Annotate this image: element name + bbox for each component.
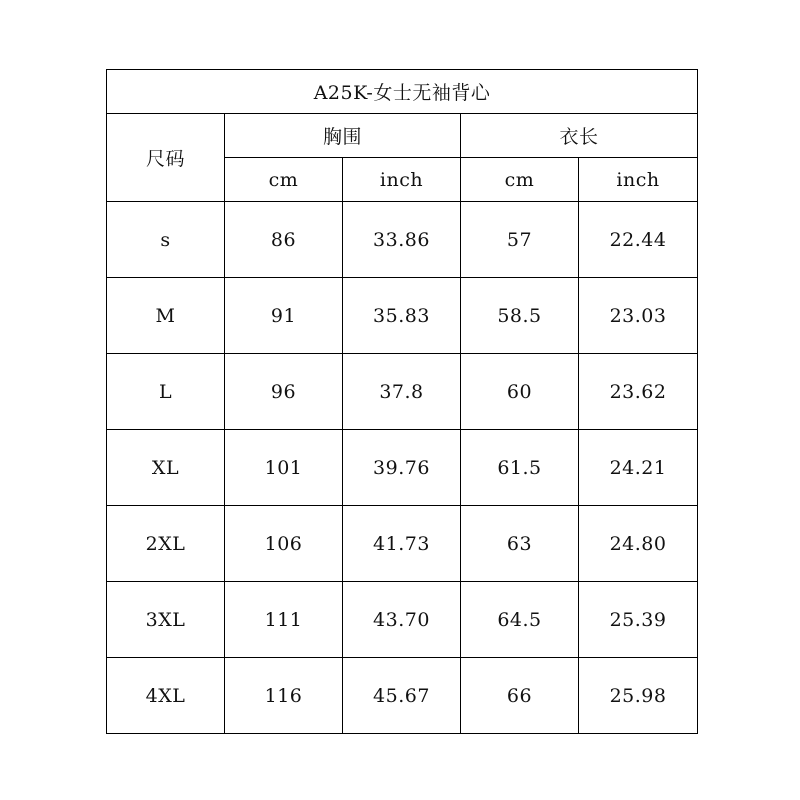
size-cell: 4XL xyxy=(107,658,225,734)
table-row xyxy=(107,658,698,734)
chest-inch-cell: 41.73 xyxy=(343,506,461,582)
title-row xyxy=(107,70,698,114)
table-row xyxy=(107,506,698,582)
size-header: 尺码 xyxy=(107,114,225,202)
length-cm-cell: 57 xyxy=(461,202,579,278)
chart-title: A25K-女士无袖背心 xyxy=(107,70,698,114)
chest-cm-cell: 106 xyxy=(225,506,343,582)
length-header: 衣长 xyxy=(461,114,698,158)
table-row xyxy=(107,582,698,658)
size-cell: M xyxy=(107,278,225,354)
length-cm-cell: 63 xyxy=(461,506,579,582)
chest-inch-cell: 43.70 xyxy=(343,582,461,658)
chest-inch-header: inch xyxy=(343,158,461,202)
size-cell: L xyxy=(107,354,225,430)
chest-cm-cell: 116 xyxy=(225,658,343,734)
chest-inch-cell: 45.67 xyxy=(343,658,461,734)
table-row xyxy=(107,430,698,506)
group-header-row xyxy=(107,114,698,158)
chest-header: 胸围 xyxy=(225,114,461,158)
length-cm-cell: 61.5 xyxy=(461,430,579,506)
size-cell: XL xyxy=(107,430,225,506)
length-cm-cell: 66 xyxy=(461,658,579,734)
table-row xyxy=(107,202,698,278)
chest-inch-cell: 33.86 xyxy=(343,202,461,278)
chest-inch-cell: 35.83 xyxy=(343,278,461,354)
length-inch-header: inch xyxy=(579,158,698,202)
length-inch-cell: 22.44 xyxy=(579,202,698,278)
size-cell: 2XL xyxy=(107,506,225,582)
size-cell: 3XL xyxy=(107,582,225,658)
length-inch-cell: 25.39 xyxy=(579,582,698,658)
chest-cm-header: cm xyxy=(225,158,343,202)
length-inch-cell: 25.98 xyxy=(579,658,698,734)
length-cm-header: cm xyxy=(461,158,579,202)
chest-cm-cell: 96 xyxy=(225,354,343,430)
chest-cm-cell: 101 xyxy=(225,430,343,506)
length-inch-cell: 24.21 xyxy=(579,430,698,506)
length-cm-cell: 58.5 xyxy=(461,278,579,354)
chest-cm-cell: 91 xyxy=(225,278,343,354)
length-inch-cell: 23.03 xyxy=(579,278,698,354)
table-row xyxy=(107,278,698,354)
chest-cm-cell: 111 xyxy=(225,582,343,658)
chest-inch-cell: 37.8 xyxy=(343,354,461,430)
length-cm-cell: 60 xyxy=(461,354,579,430)
chest-cm-cell: 86 xyxy=(225,202,343,278)
chest-inch-cell: 39.76 xyxy=(343,430,461,506)
table-row xyxy=(107,354,698,430)
length-inch-cell: 23.62 xyxy=(579,354,698,430)
size-cell: s xyxy=(107,202,225,278)
size-chart-table xyxy=(106,69,698,734)
length-cm-cell: 64.5 xyxy=(461,582,579,658)
size-chart-body xyxy=(107,70,698,734)
length-inch-cell: 24.80 xyxy=(579,506,698,582)
